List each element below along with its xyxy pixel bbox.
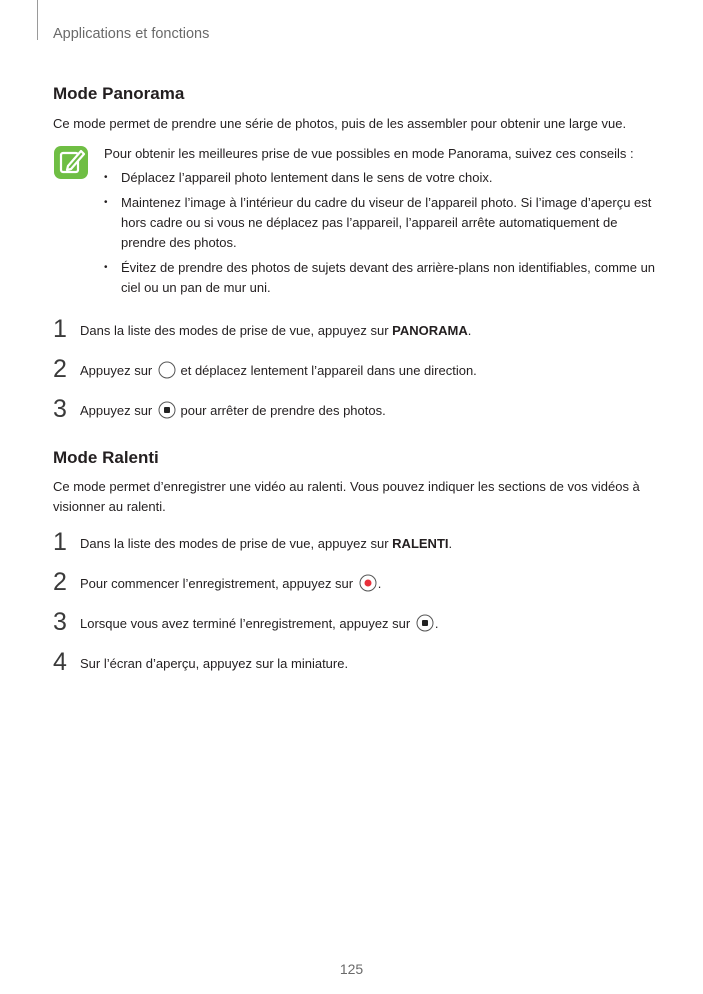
step-text: Appuyez sur et déplacez lentement l’appareil dans une direction. [80,362,477,380]
step-number: 1 [53,315,67,343]
pencil-note-icon [54,146,88,179]
step-text: Appuyez sur pour arrêter de prendre des photos. [80,402,386,420]
note-bullet-list [104,193,656,253]
step-text: Lorsque vous avez terminé l’enregistrement, appuyez sur . [80,615,438,633]
mode-name: PANORAMA [392,323,468,338]
step-text: Dans la liste des modes de prise de vue, appuyez sur RALENTI. [80,536,453,551]
note-bullet: • Évitez de prendre des photos de sujets devant des arrière-plans non identifiables, comme un ciel ou un pan de mur uni. [104,258,656,298]
ralenti-step-2 [53,568,673,597]
step-text: Sur l’écran d’aperçu, appuyez sur la miniature. [80,656,349,671]
stop-button-icon [416,614,434,632]
ralenti-intro: Ce mode permet d’enregistrer une vidéo au ralenti. Vous pouvez indiquer les sections de vos vidéos à visionner au ralenti. [53,479,640,514]
heading-ralenti: Mode Ralenti [53,448,159,467]
section-header: Applications et fonctions [53,26,210,42]
note-intro: Pour obtenir les meilleures prise de vue possibles en mode Panorama, suivez ces conseils : [104,146,634,161]
heading-panorama: Mode Panorama [53,84,185,103]
step-text: Dans la liste des modes de prise de vue, appuyez sur PANORAMA. [80,323,472,338]
panorama-intro: Ce mode permet de prendre une série de photos, puis de les assembler pour obtenir une large vue. [53,116,627,131]
step-number: 4 [53,648,67,676]
note-bullet: • Maintenez l’image à l’intérieur du cadre du viseur de l’appareil photo. Si l’image d’aperçu est hors cadre ou si vous ne déplacez pas l’appareil, l’appareil arrête automatiquement de prendre des photos. [104,193,656,253]
panorama-step-1 [53,315,673,344]
panorama-step-2 [53,355,673,384]
ralenti-step-3 [53,608,673,637]
note-bullet-list [104,168,656,188]
ralenti-step-4 [53,648,673,677]
record-button-icon [359,574,377,592]
note-bullet-list [104,258,656,298]
header-rule [37,0,38,40]
stop-button-icon [158,401,176,419]
step-number: 3 [53,395,67,423]
step-number: 2 [53,568,67,596]
step-text: Pour commencer l’enregistrement, appuyez sur . [80,575,381,593]
step-number: 3 [53,608,67,636]
mode-name: RALENTI [392,536,449,551]
step-number: 2 [53,355,67,383]
step-number: 1 [53,528,67,556]
page-number: 125 [339,961,364,977]
note-bullet: • Déplacez l’appareil photo lentement dans le sens de votre choix. [104,168,656,188]
ralenti-step-1 [53,528,673,557]
panorama-step-3 [53,395,673,424]
capture-button-icon [158,361,176,379]
